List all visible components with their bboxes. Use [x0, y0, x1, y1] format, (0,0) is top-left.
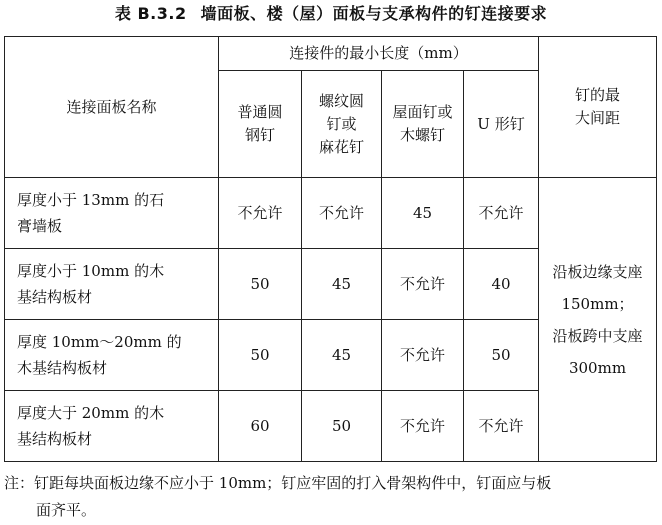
cell-common-nail: 60	[219, 391, 302, 462]
header-row-group	[5, 37, 657, 71]
row-name	[5, 320, 219, 391]
cell-threaded-nail: 50	[302, 391, 382, 462]
cell-max-spacing	[539, 178, 657, 462]
row-name	[5, 178, 219, 249]
table-note	[4, 470, 656, 524]
header-max-spacing	[539, 37, 657, 178]
cell-common-nail: 50	[219, 320, 302, 391]
nail-connection-table	[4, 36, 657, 462]
table-number: 表 B.3.2	[114, 4, 187, 23]
cell-roofing-nail: 不允许	[382, 249, 464, 320]
header-max-spacing-line2: 大间距	[575, 109, 621, 127]
header-min-length: 连接件的最小长度（mm）	[219, 37, 539, 71]
table-title	[0, 2, 662, 26]
cell-u-staple: 不允许	[464, 178, 539, 249]
header-threaded-nail	[302, 71, 382, 178]
table-caption: 墙面板、楼（屋）面板与支承构件的钉连接要求	[200, 4, 548, 23]
cell-roofing-nail: 45	[382, 178, 464, 249]
cell-threaded-nail: 45	[302, 249, 382, 320]
cell-common-nail: 50	[219, 249, 302, 320]
note-line2: 面齐平。	[36, 501, 97, 519]
cell-threaded-nail: 45	[302, 320, 382, 391]
cell-roofing-nail: 不允许	[382, 391, 464, 462]
row-name-line2: 基结构板材	[17, 430, 93, 448]
cell-roofing-nail: 不允许	[382, 320, 464, 391]
row-name-line1: 厚度大于 20mm 的木	[17, 404, 165, 422]
header-roofing-nail-line2: 木螺钉	[399, 126, 445, 144]
row-name-line2: 基结构板材	[17, 288, 93, 306]
max-spacing-line3: 沿板跨中支座	[552, 326, 643, 345]
max-spacing-line4: 300mm	[568, 358, 627, 377]
header-panel-name: 连接面板名称	[5, 37, 219, 178]
cell-u-staple: 40	[464, 249, 539, 320]
cell-common-nail: 不允许	[219, 178, 302, 249]
header-threaded-nail-line2: 钉或	[326, 114, 357, 133]
header-threaded-nail-line1: 螺纹圆	[318, 91, 364, 110]
note-line1: 注：钉距每块面板边缘不应小于 10mm；钉应牢固的打入骨架构件中，钉面应与板	[4, 474, 552, 492]
row-name-line2: 膏墙板	[17, 217, 63, 235]
table-row	[5, 178, 657, 249]
row-name	[5, 391, 219, 462]
header-max-spacing-line1: 钉的最	[575, 86, 621, 104]
header-u-staple: U 形钉	[464, 71, 539, 178]
row-name-line1: 厚度小于 10mm 的木	[17, 262, 165, 280]
header-threaded-nail-line3: 麻花钉	[318, 137, 364, 156]
max-spacing-line1: 沿板边缘支座	[552, 262, 643, 281]
cell-u-staple: 不允许	[464, 391, 539, 462]
row-name-line1: 厚度 10mm～20mm 的	[17, 333, 182, 351]
header-common-nail-line1: 普通圆	[237, 103, 283, 121]
header-roofing-nail	[382, 71, 464, 178]
row-name-line2: 木基结构板材	[17, 359, 108, 377]
header-common-nail-line2: 钢钉	[244, 126, 275, 144]
row-name-line1: 厚度小于 13mm 的石	[17, 191, 165, 209]
cell-u-staple: 50	[464, 320, 539, 391]
max-spacing-line2: 150mm；	[561, 294, 634, 313]
cell-threaded-nail: 不允许	[302, 178, 382, 249]
header-common-nail	[219, 71, 302, 178]
header-roofing-nail-line1: 屋面钉或	[392, 103, 453, 121]
row-name	[5, 249, 219, 320]
